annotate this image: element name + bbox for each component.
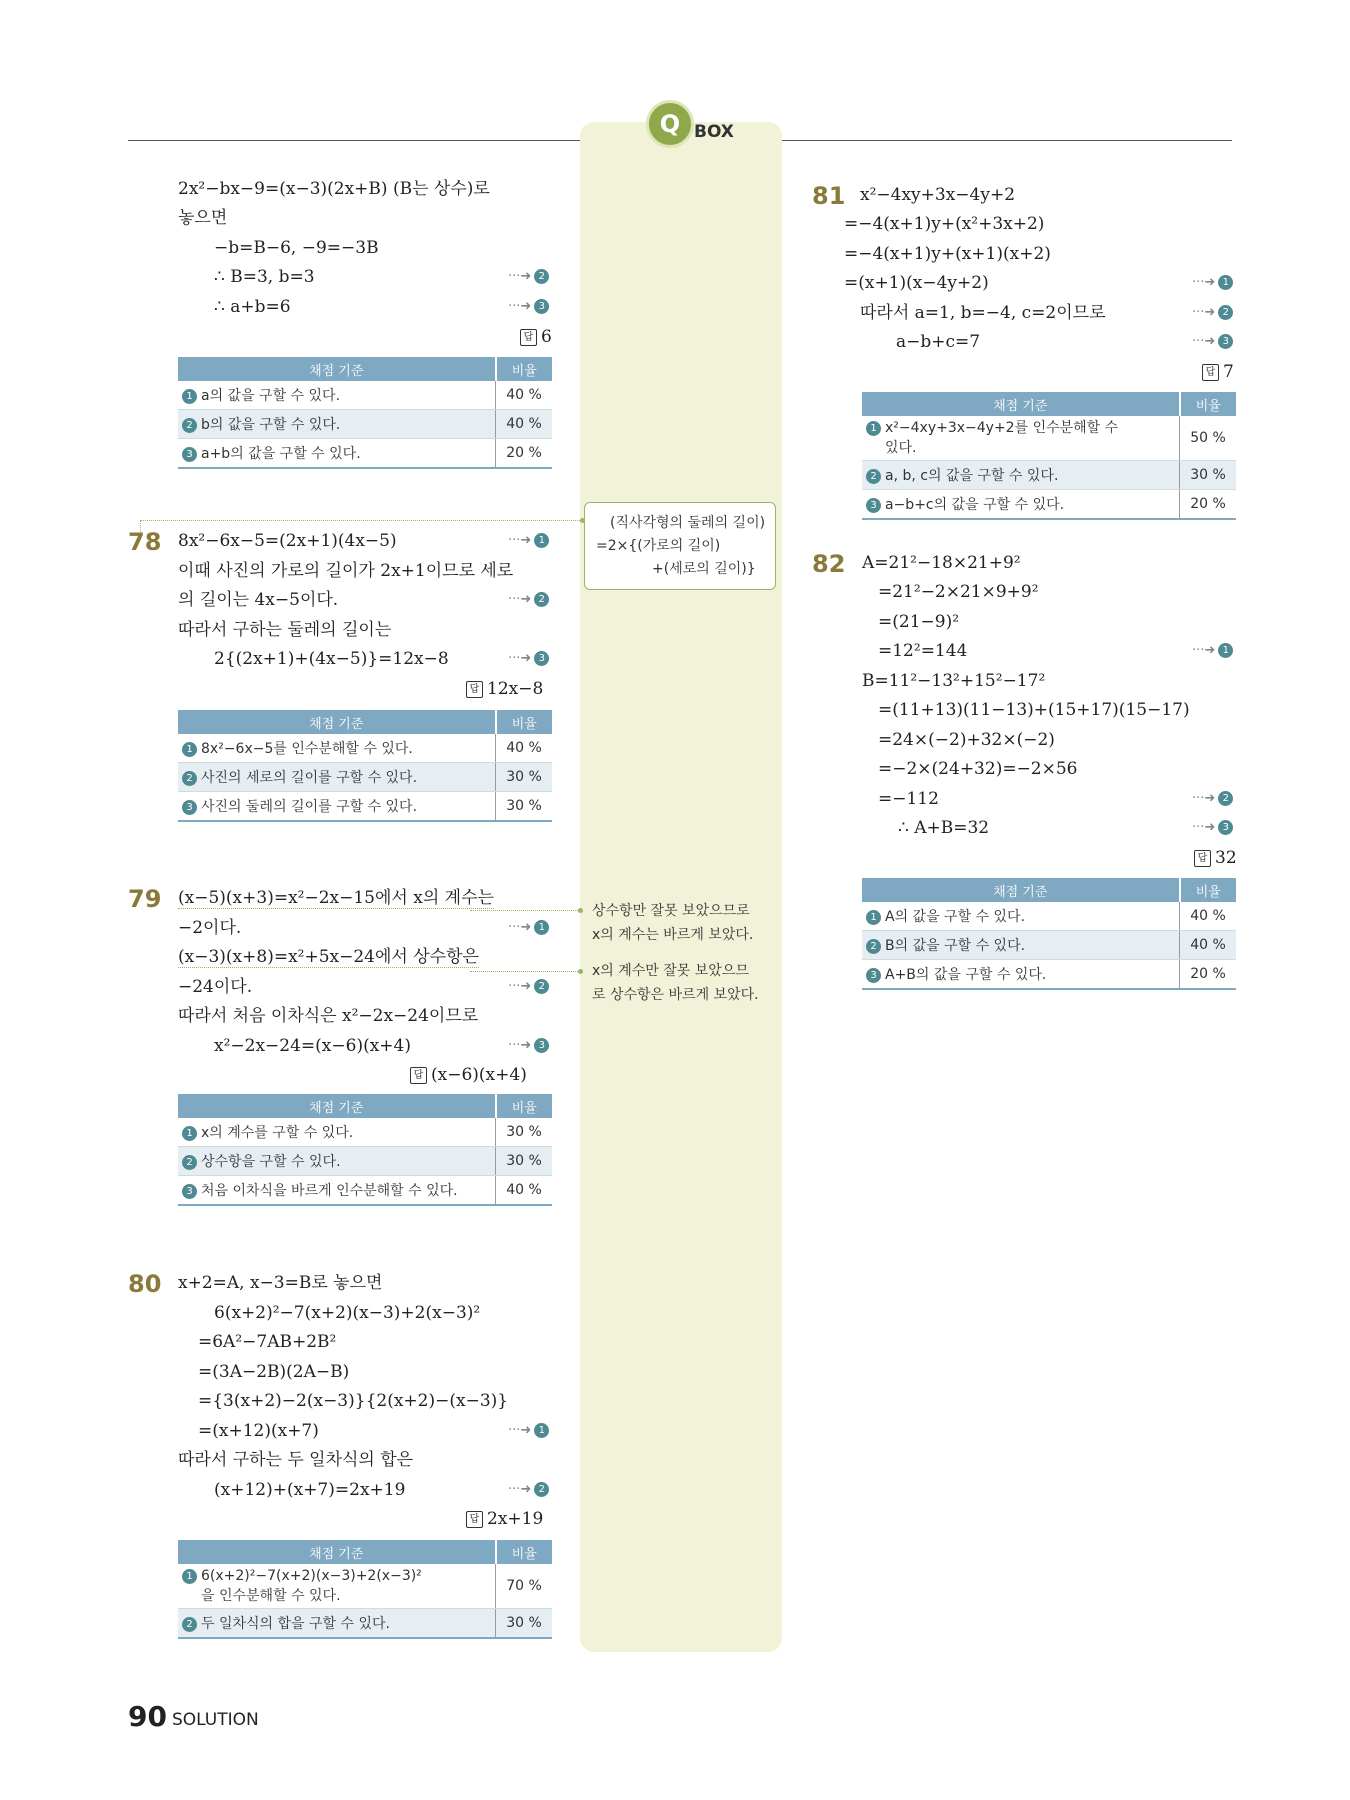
solution-line: =(11+13)(11−13)+(15+17)(15−17) (878, 700, 1190, 720)
table-cell: 30 % (496, 763, 553, 792)
table-cell: 2 B의 값을 구할 수 있다. (862, 931, 1180, 960)
solution-line: (x+12)+(x+7)=2x+19 (214, 1480, 406, 1500)
table-header: 채점 기준 (178, 1094, 496, 1118)
solution-line: =−4(x+1)y+(x²+3x+2) (844, 214, 1045, 234)
step-number-icon: 1 (534, 1423, 549, 1438)
table-cell: 3 A+B의 값을 구할 수 있다. (862, 960, 1180, 990)
problem-number: 78 (128, 528, 162, 556)
problem-number: 79 (128, 885, 162, 913)
solution-line: =(x+1)(x−4y+2) (844, 273, 989, 293)
table-cell: 40 % (1180, 931, 1237, 960)
answer-icon: 답 (1194, 850, 1211, 867)
step-marker: ···➜ 3 (508, 1035, 549, 1057)
step-marker: ···➜ 1 (508, 1420, 549, 1442)
answer: 답 32 (1194, 847, 1237, 869)
answer-icon: 답 (410, 1067, 427, 1084)
answer: 답 12x−8 (466, 678, 543, 700)
table-cell: 3 사진의 둘레의 길이를 구할 수 있다. (178, 792, 496, 822)
solution-line: 6(x+2)²−7(x+2)(x−3)+2(x−3)² (214, 1303, 481, 1323)
solution-line: =−2×(24+32)=−2×56 (878, 759, 1078, 779)
grading-table (178, 1540, 552, 1639)
solution-line: =−112 (878, 789, 939, 809)
table-cell: 1 A의 값을 구할 수 있다. (862, 902, 1180, 931)
step-marker: ···➜ 2 (508, 976, 549, 998)
table-cell: 1 a의 값을 구할 수 있다. (178, 381, 496, 410)
qbox-logo-icon: Q (646, 100, 694, 148)
answer-icon: 답 (1202, 364, 1219, 381)
solution-line: −24이다. (178, 977, 253, 997)
step-marker: ···➜ 3 (1192, 331, 1233, 353)
solution-line: −b=B−6, −9=−3B (214, 238, 379, 258)
solution-line: 놓으면 (178, 208, 228, 228)
table-cell: 20 % (1180, 960, 1237, 990)
note-line: x의 계수만 잘못 보았으므 (592, 963, 749, 979)
step-number-icon: 1 (1218, 643, 1233, 658)
solution-line: =−4(x+1)y+(x+1)(x+2) (844, 244, 1051, 264)
step-number-icon: 3 (534, 299, 549, 314)
table-cell: 70 % (496, 1564, 553, 1609)
step-number-icon: 2 (534, 592, 549, 607)
solution-line: 따라서 a=1, b=−4, c=2이므로 (860, 303, 1106, 323)
grading-table (178, 357, 552, 469)
table-cell: 30 % (496, 1118, 553, 1147)
step-marker: ···➜ 1 (1192, 640, 1233, 662)
step-number-icon: 1 (534, 533, 549, 548)
grading-table (178, 710, 552, 822)
step-marker: ···➜ 1 (1192, 272, 1233, 294)
solution-line: x²−2x−24=(x−6)(x+4) (214, 1036, 411, 1056)
table-header: 비율 (496, 710, 553, 734)
solution-line: 따라서 구하는 둘레의 길이는 (178, 620, 392, 640)
step-marker: ···➜ 1 (508, 530, 549, 552)
step-number-icon: 3 (534, 651, 549, 666)
answer: 답 7 (1202, 361, 1234, 383)
solution-line: B=11²−13²+15²−17² (862, 671, 1046, 691)
solution-line: 2x²−bx−9=(x−3)(2x+B) (B는 상수)로 (178, 179, 490, 199)
solution-line: x+2=A, x−3=B로 놓으면 (178, 1273, 383, 1293)
table-cell: 1 8x²−6x−5를 인수분해할 수 있다. (178, 734, 496, 763)
table-header: 비율 (1180, 878, 1237, 902)
step-number-icon: 3 (1218, 334, 1233, 349)
table-cell: 1 x의 계수를 구할 수 있다. (178, 1118, 496, 1147)
table-cell: 40 % (496, 1176, 553, 1206)
step-marker: ···➜ 3 (1192, 817, 1233, 839)
note-line: (직사각형의 둘레의 길이) (610, 515, 766, 531)
table-cell: 20 % (496, 439, 553, 469)
table-cell: 40 % (496, 410, 553, 439)
leader-dot (578, 908, 583, 913)
step-number-icon: 2 (534, 1482, 549, 1497)
table-cell: 3 처음 이차식을 바르게 인수분해할 수 있다. (178, 1176, 496, 1206)
table-cell: 30 % (496, 1147, 553, 1176)
solution-line: −2이다. (178, 918, 242, 938)
solution-line: =(x+12)(x+7) (198, 1421, 319, 1441)
answer-icon: 답 (520, 329, 537, 346)
note-line: 로 상수항은 바르게 보았다. (592, 987, 759, 1003)
leader-dot (578, 969, 583, 974)
answer: 답 (x−6)(x+4) (410, 1064, 527, 1086)
step-number-icon: 1 (534, 920, 549, 935)
solution-line: 8x²−6x−5=(2x+1)(4x−5) (178, 531, 397, 551)
solution-line: (x−5)(x+3)=x²−2x−15에서 x의 계수는 (178, 888, 494, 908)
table-header: 채점 기준 (178, 710, 496, 734)
table-cell: 30 % (1180, 461, 1237, 490)
table-header: 채점 기준 (862, 878, 1180, 902)
step-number-icon: 3 (534, 1038, 549, 1053)
problem-number: 81 (812, 182, 846, 210)
step-marker: ···➜ 2 (508, 266, 549, 288)
table-header: 채점 기준 (862, 392, 1180, 416)
step-marker: ···➜ 2 (1192, 788, 1233, 810)
note-line: +(세로의 길이)} (652, 561, 756, 577)
table-cell: 3 a−b+c의 값을 구할 수 있다. (862, 490, 1180, 520)
solution-line: A=21²−18×21+9² (862, 553, 1021, 573)
table-cell: 50 % (1180, 416, 1237, 461)
qbox-sidebar (580, 122, 782, 1652)
leader-line (470, 971, 578, 972)
solution-line: =24×(−2)+32×(−2) (878, 730, 1055, 750)
problem-number: 82 (812, 550, 846, 578)
solution-line: =(21−9)² (878, 612, 960, 632)
table-cell: 30 % (496, 792, 553, 822)
note-line: =2×{(가로의 길이) (596, 538, 721, 554)
table-cell: 1 x²−4xy+3x−4y+2를 인수분해할 수 있다. (862, 416, 1180, 461)
step-marker: ···➜ 2 (508, 589, 549, 611)
leader-line (140, 520, 580, 521)
solution-line: 따라서 구하는 두 일차식의 합은 (178, 1450, 414, 1470)
solution-line: ∴ A+B=32 (898, 818, 990, 838)
answer: 답 2x+19 (466, 1508, 543, 1530)
answer: 답 6 (520, 326, 552, 348)
solution-line: 의 길이는 4x−5이다. (178, 590, 339, 610)
solution-line: 따라서 처음 이차식은 x²−2x−24이므로 (178, 1006, 479, 1026)
solution-line: ∴ a+b=6 (214, 297, 291, 317)
step-number-icon: 3 (1218, 820, 1233, 835)
page-number: 90 (128, 1700, 167, 1733)
step-marker: ···➜ 2 (1192, 302, 1233, 324)
solution-line: =12²=144 (878, 641, 968, 661)
solution-line: x²−4xy+3x−4y+2 (860, 185, 1016, 205)
table-cell: 40 % (496, 734, 553, 763)
step-marker: ···➜ 3 (508, 296, 549, 318)
page-section-label: SOLUTION (172, 1710, 259, 1730)
table-header: 채점 기준 (178, 357, 496, 381)
step-marker: ···➜ 1 (508, 917, 549, 939)
solution-line: =6A²−7AB+2B² (198, 1332, 337, 1352)
step-marker: ···➜ 3 (508, 648, 549, 670)
answer-icon: 답 (466, 681, 483, 698)
solution-line: 2{(2x+1)+(4x−5)}=12x−8 (214, 649, 449, 669)
problem-number: 80 (128, 1270, 162, 1298)
step-number-icon: 2 (534, 269, 549, 284)
solution-line: =21²−2×21×9+9² (878, 582, 1039, 602)
table-header: 비율 (496, 1094, 553, 1118)
solution-line: (x−3)(x+8)=x²+5x−24에서 상수항은 (178, 947, 479, 967)
table-cell: 2 상수항을 구할 수 있다. (178, 1147, 496, 1176)
table-cell: 2 b의 값을 구할 수 있다. (178, 410, 496, 439)
solution-line: ∴ B=3, b=3 (214, 267, 315, 287)
table-cell: 2 사진의 세로의 길이를 구할 수 있다. (178, 763, 496, 792)
step-number-icon: 1 (1218, 275, 1233, 290)
table-header: 비율 (496, 357, 553, 381)
table-header: 비율 (1180, 392, 1237, 416)
qbox-label: BOX (694, 122, 734, 142)
table-header: 채점 기준 (178, 1540, 496, 1564)
note-line: x의 계수는 바르게 보았다. (592, 927, 754, 943)
solution-line: 이때 사진의 가로의 길이가 2x+1이므로 세로 (178, 561, 514, 581)
table-cell: 20 % (1180, 490, 1237, 520)
grading-table (862, 878, 1236, 990)
note-line: 상수항만 잘못 보았으므로 (592, 903, 750, 919)
table-cell: 40 % (1180, 902, 1237, 931)
step-number-icon: 2 (534, 979, 549, 994)
step-number-icon: 2 (1218, 791, 1233, 806)
table-cell: 30 % (496, 1609, 553, 1639)
step-number-icon: 2 (1218, 305, 1233, 320)
solution-line: =(3A−2B)(2A−B) (198, 1362, 350, 1382)
solution-line: a−b+c=7 (896, 332, 981, 352)
leader-line (470, 910, 578, 911)
answer-icon: 답 (466, 1511, 483, 1528)
table-cell: 2 a, b, c의 값을 구할 수 있다. (862, 461, 1180, 490)
step-marker: ···➜ 2 (508, 1479, 549, 1501)
table-cell: 2 두 일차식의 합을 구할 수 있다. (178, 1609, 496, 1639)
grading-table (178, 1094, 552, 1206)
grading-table (862, 392, 1236, 520)
table-cell: 3 a+b의 값을 구할 수 있다. (178, 439, 496, 469)
solution-line: ={3(x+2)−2(x−3)}{2(x+2)−(x−3)} (198, 1391, 509, 1411)
table-cell: 40 % (496, 381, 553, 410)
table-header: 비율 (496, 1540, 553, 1564)
table-cell: 1 6(x+2)²−7(x+2)(x−3)+2(x−3)² 을 인수분해할 수 있다. (178, 1564, 496, 1609)
